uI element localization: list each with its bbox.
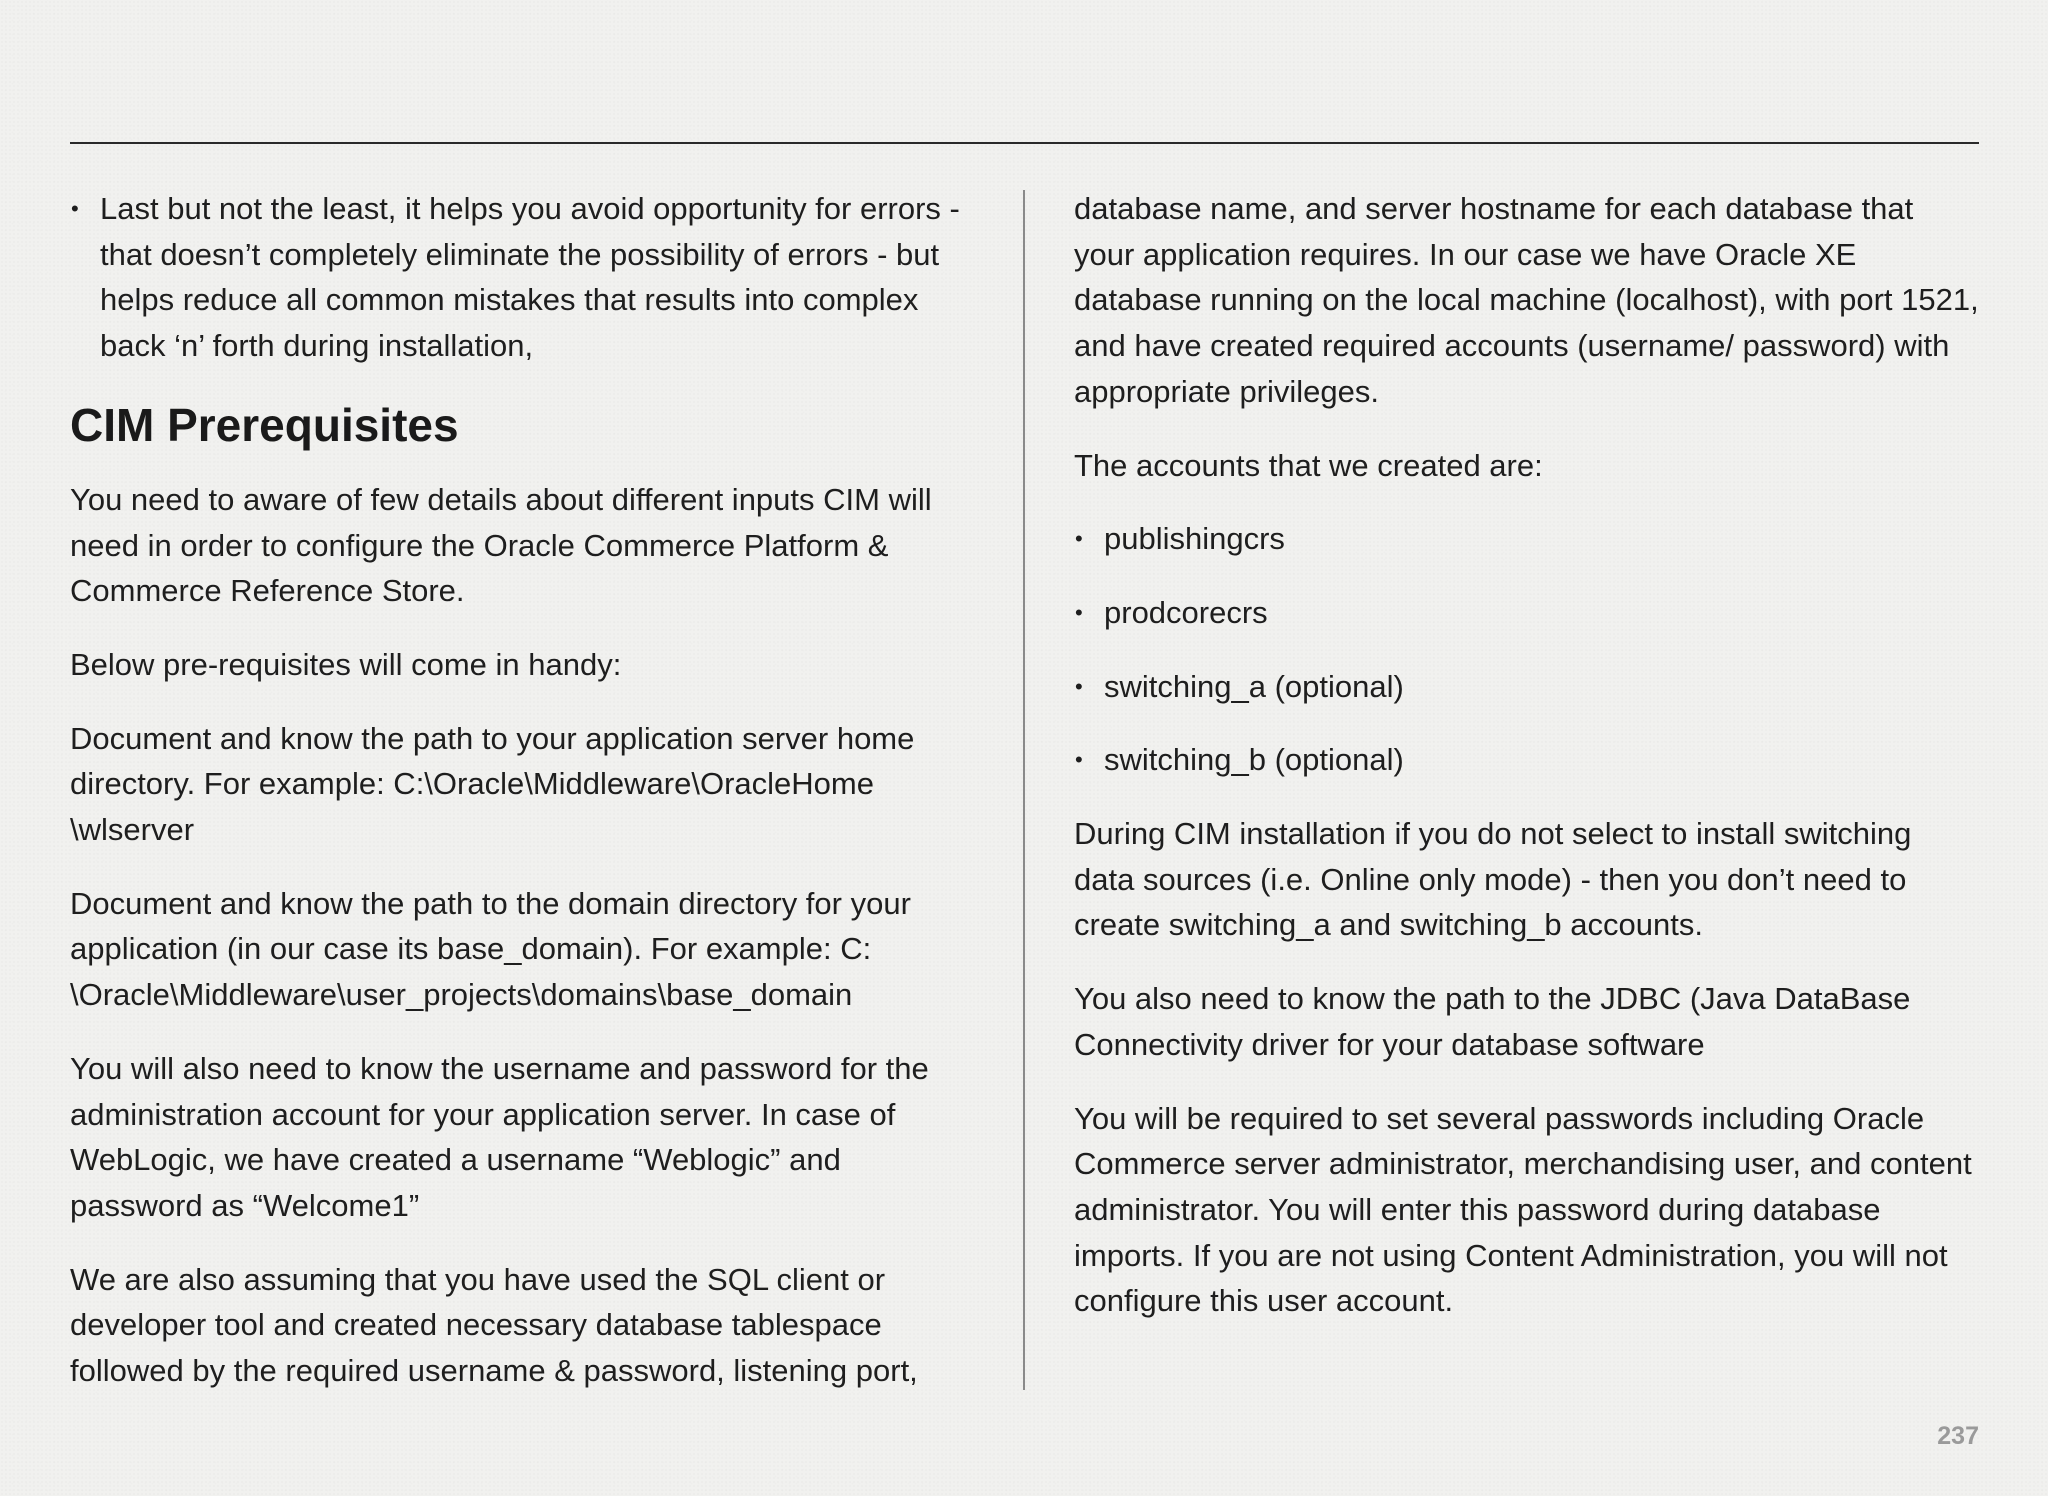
right-column — [1074, 186, 1979, 1352]
list-item-text: publishingcrs — [1104, 521, 1285, 557]
list-item — [1074, 737, 1979, 783]
bullet-icon: • — [1075, 599, 1083, 625]
body-paragraph: The accounts that we created are: — [1074, 447, 1543, 483]
body-paragraph: You will be required to set several passwords including Oracle Commerce server administrator, merchandising user, and content administrator. You will enter this password during database imports. If you are not using Content Administration, you will not configure this user account. — [1074, 1100, 1972, 1319]
section-heading: CIM Prerequisites — [70, 398, 459, 451]
list-item-text: prodcorecrs — [1104, 594, 1268, 630]
list-item-text: Last but not the least, it helps you avoid opportunity for errors - that doesn’t completely eliminate the possibility of errors - but helps reduce all common mistakes that results into complex back ‘n’ forth during installation, — [100, 191, 960, 364]
body-paragraph: You need to aware of few details about different inputs CIM will need in order to configure the Oracle Commerce Platform & Commerce Reference Store. — [70, 481, 932, 609]
list-item-text: switching_a (optional) — [1104, 668, 1404, 704]
bullet-icon: • — [1075, 526, 1083, 552]
accounts-list — [1074, 516, 1979, 783]
intro-bullet-list — [70, 186, 975, 369]
bullet-icon: • — [71, 196, 79, 221]
header-rule — [70, 142, 1979, 144]
body-paragraph: Document and know the path to your application server home directory. For example: C:\Oracle\Middleware\OracleHome \wlserver — [70, 720, 915, 848]
list-item — [1074, 516, 1979, 562]
bullet-icon: • — [1075, 747, 1083, 773]
body-paragraph: You also need to know the path to the JDBC (Java DataBase Connectivity driver for your database software — [1074, 981, 1911, 1062]
body-paragraph: Below pre-requisites will come in handy: — [70, 646, 622, 682]
left-column — [70, 186, 975, 1422]
list-item — [1074, 590, 1979, 636]
column-divider — [1023, 190, 1025, 1390]
list-item — [70, 186, 975, 369]
bullet-icon: • — [1075, 673, 1083, 699]
page-number: 237 — [1937, 1422, 1979, 1450]
body-paragraph: We are also assuming that you have used the SQL client or developer tool and created necessary database tablespace followed by the required username & password, listening port, — [70, 1261, 918, 1389]
body-paragraph: During CIM installation if you do not select to install switching data sources (i.e. Online only mode) - then you don’t need to create switching_a and switching_b accounts. — [1074, 816, 1912, 943]
body-paragraph: database name, and server hostname for each database that your application requires. In our case we have Oracle XE database running on the local machine (localhost), with port 1521, and have created required accounts (username/ password) with appropriate privileges. — [1074, 191, 1979, 409]
body-paragraph: Document and know the path to the domain directory for your application (in our case its base_domain). For example: C: \Oracle\Middleware\user_projects\domains\base_domain — [70, 885, 911, 1013]
body-paragraph: You will also need to know the username and password for the administration account for your application server. In case of WebLogic, we have created a username “Weblogic” and password as “Welcome1” — [70, 1050, 929, 1223]
list-item-text: switching_b (optional) — [1104, 742, 1404, 778]
list-item — [1074, 664, 1979, 710]
